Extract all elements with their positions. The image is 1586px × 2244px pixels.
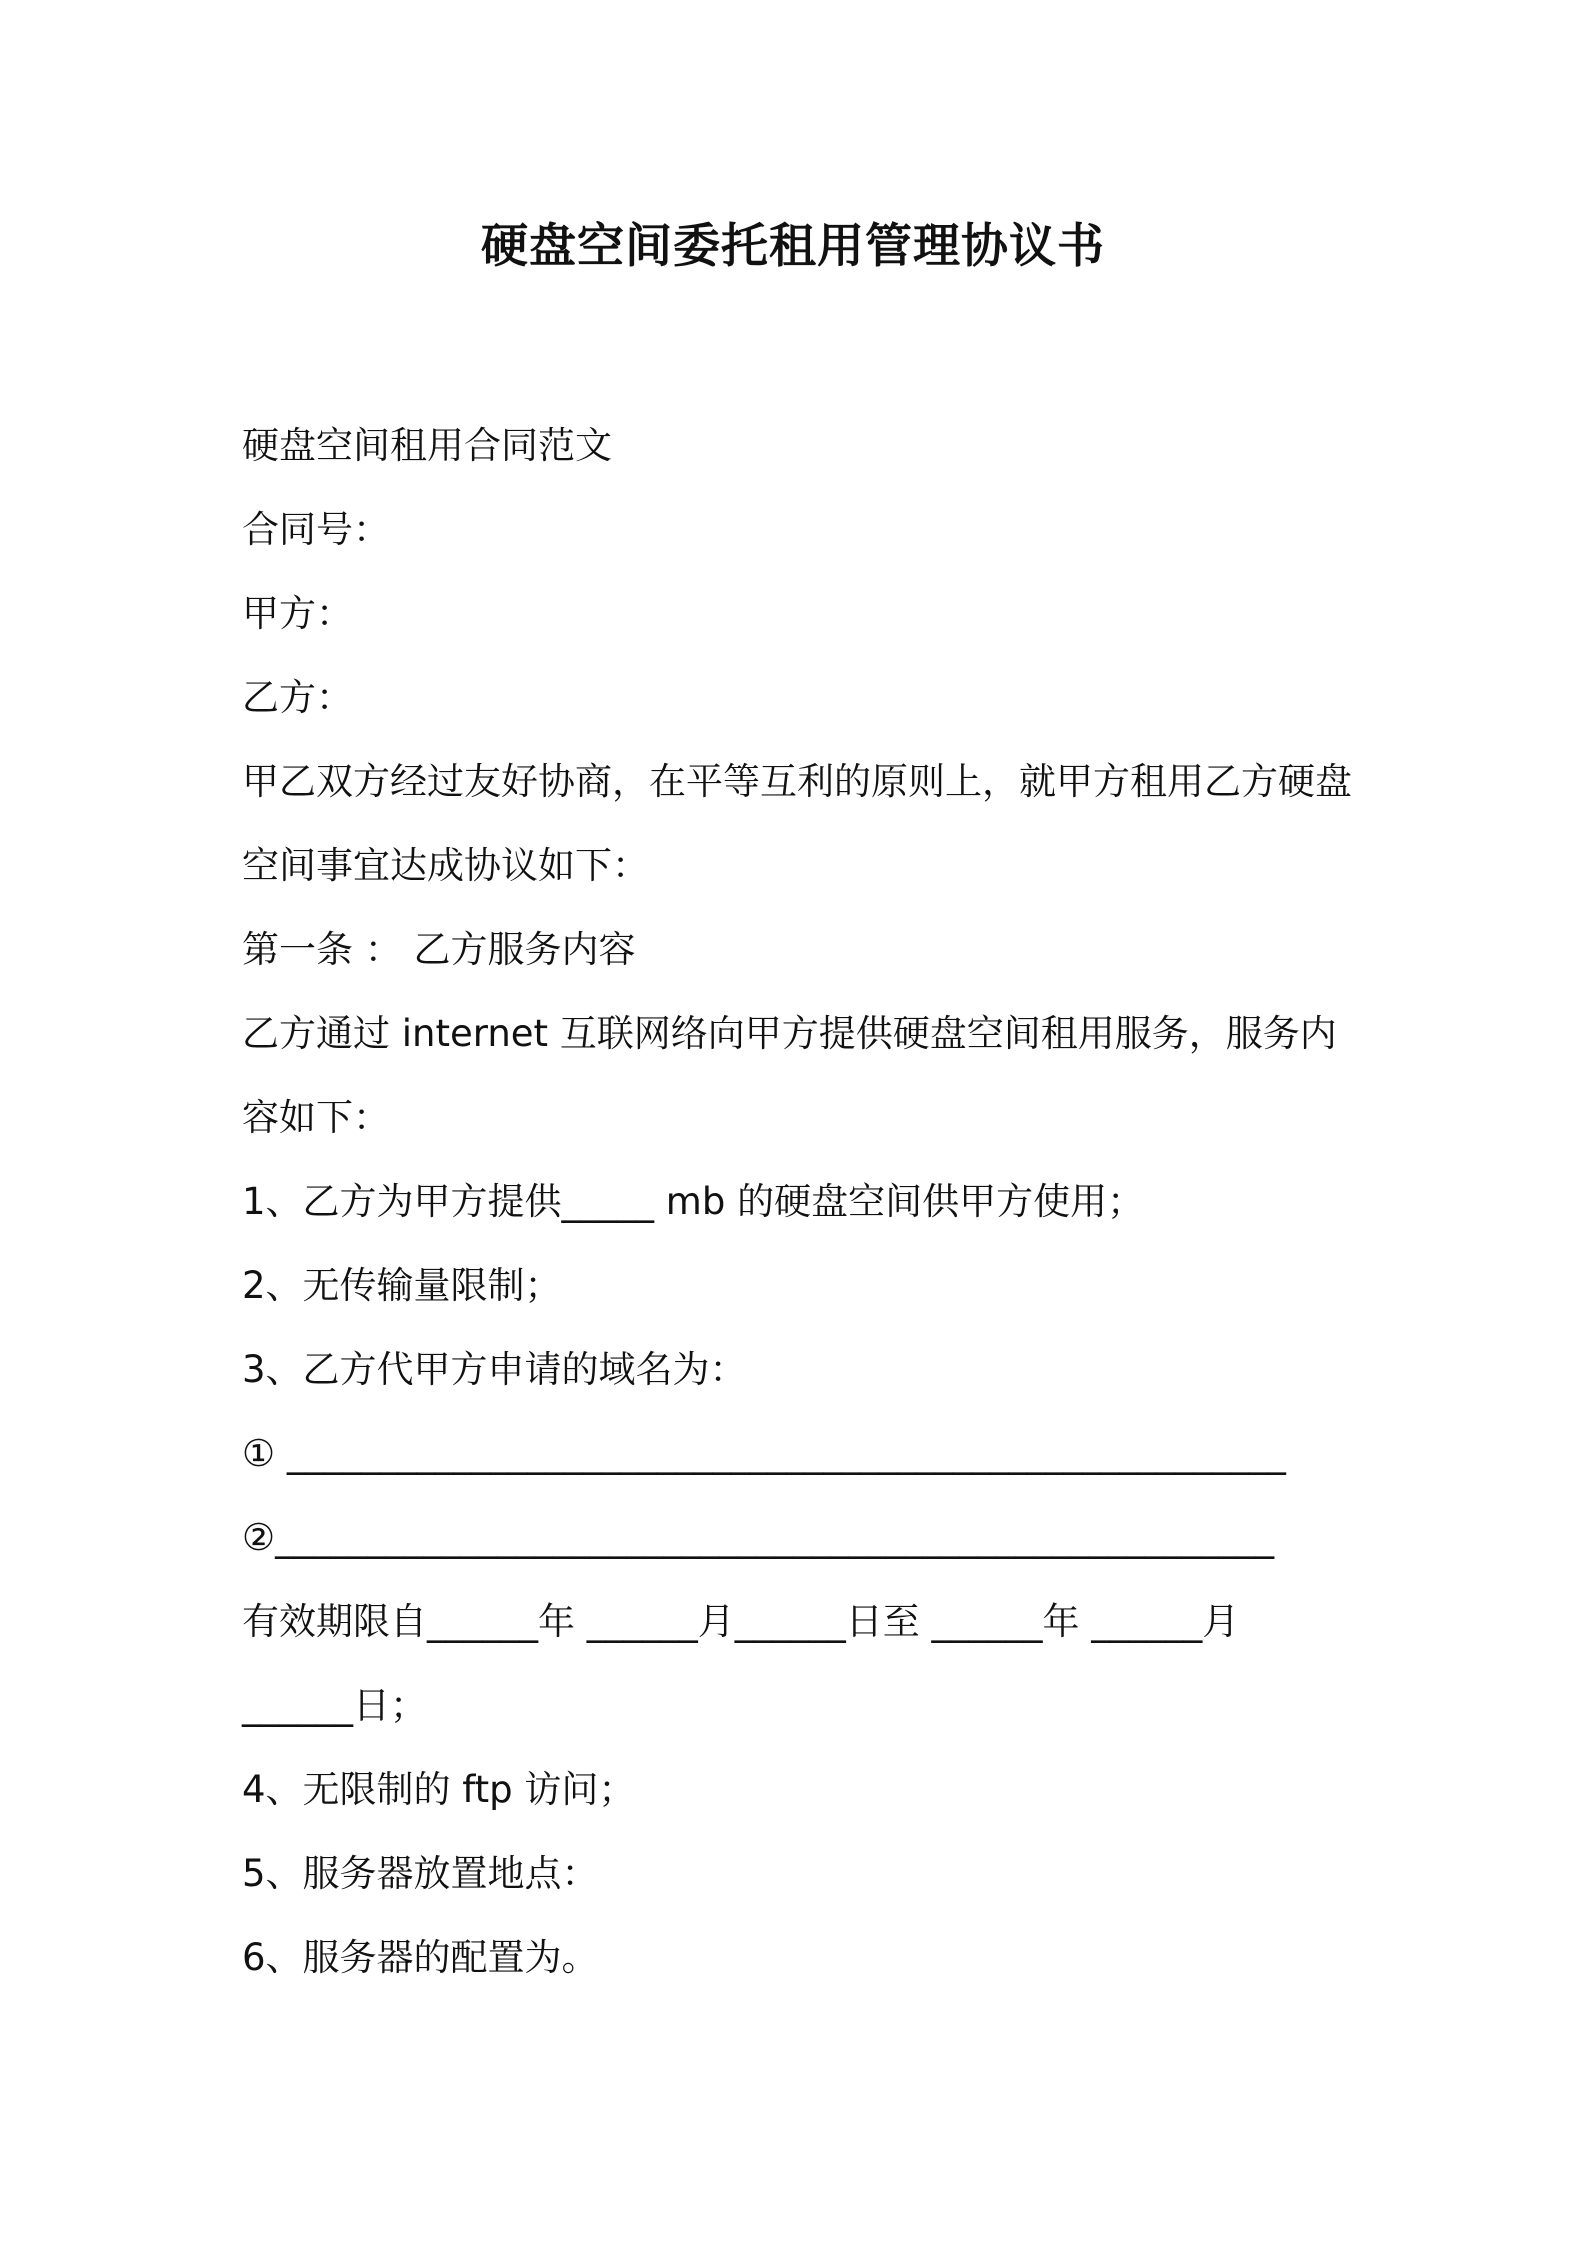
doc-line-article-1-heading: 第一条 ： 乙方服务内容 (242, 928, 636, 971)
doc-line-domain-blank-2: ②______________________________________________________ (242, 1516, 1275, 1559)
doc-line-contract-sample-title: 硬盘空间租用合同范文 (242, 424, 612, 467)
doc-line-validity-period-2: ______日； (242, 1684, 427, 1727)
doc-line-item-4-ftp: 4、无限制的 ftp 访问； (242, 1768, 636, 1811)
doc-line-contract-number: 合同号： (242, 508, 390, 551)
doc-line-party-a: 甲方： (242, 592, 353, 635)
doc-line-service-intro-1: 乙方通过 internet 互联网络向甲方提供硬盘空间租用服务，服务内 (242, 1012, 1337, 1055)
doc-line-item-6-server-config: 6、服务器的配置为。 (242, 1936, 599, 1979)
doc-line-item-2-no-transfer-limit: 2、无传输量限制； (242, 1264, 562, 1307)
doc-line-item-1-disk-space: 1、乙方为甲方提供_____ mb 的硬盘空间供甲方使用； (242, 1180, 1145, 1223)
doc-line-preamble-2: 空间事宜达成协议如下： (242, 844, 649, 887)
document-title: 硬盘空间委托租用管理协议书 (481, 219, 1105, 274)
doc-line-service-intro-2: 容如下： (242, 1096, 390, 1139)
doc-line-preamble-1: 甲乙双方经过友好协商，在平等互利的原则上，就甲方租用乙方硬盘 (242, 760, 1352, 803)
doc-line-domain-blank-1: ① ______________________________________________________ (242, 1432, 1286, 1475)
doc-line-item-3-domain: 3、乙方代甲方申请的域名为： (242, 1348, 747, 1391)
doc-line-party-b: 乙方： (242, 676, 353, 719)
doc-line-item-5-server-location: 5、服务器放置地点： (242, 1852, 599, 1895)
doc-line-validity-period-1: 有效期限自______年 ______月______日至 ______年 ______月 (242, 1600, 1240, 1643)
document-body (242, 404, 1362, 2000)
